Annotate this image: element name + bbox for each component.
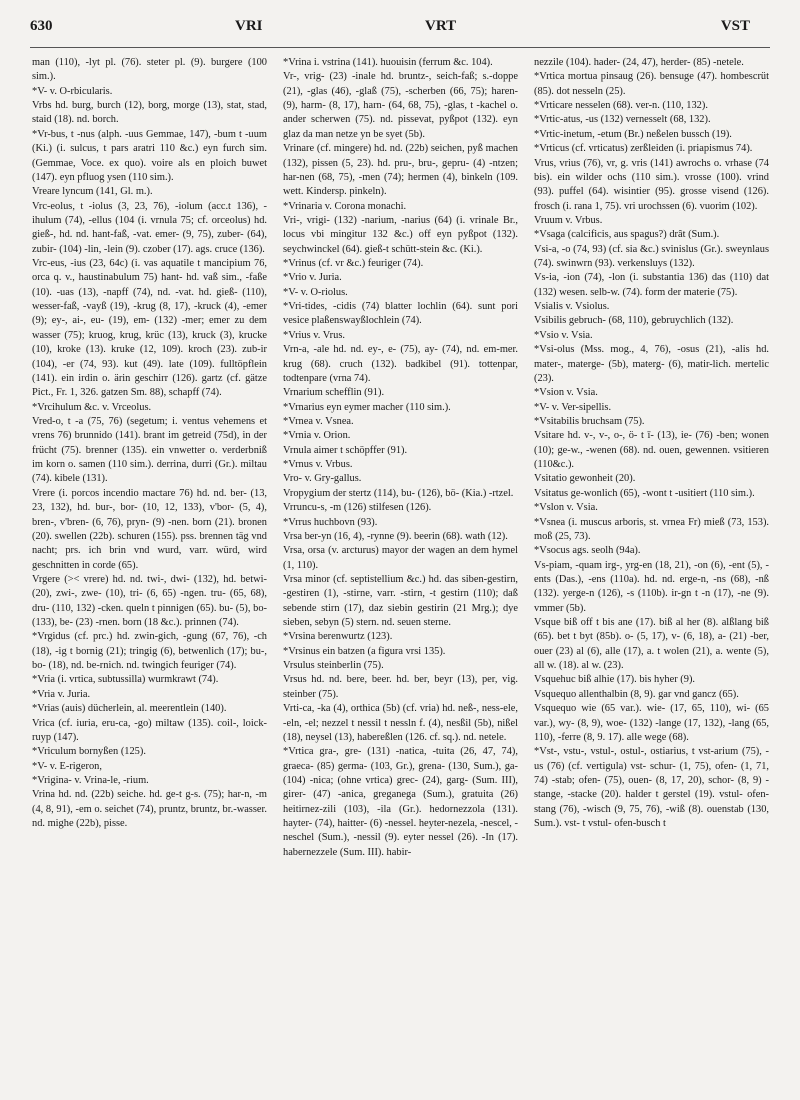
column-right (534, 56, 769, 1086)
dictionary-entry: Vrina hd. nd. (22b) seiche. hd. ge-t g-s. (75); har-n, -m (4, 8, 91), -em o. seichet (74), pruntz, bruntz, br.-wasser. nd. mighe (22b), pisse. (32, 789, 267, 830)
dictionary-entry: *Vsaga (calcificis, aus spagus?) drât (Sum.). (534, 229, 720, 241)
dictionary-entry: *Vrticus (cf. vrticatus) zerßleiden (i. priapismus 74). (534, 143, 753, 155)
dictionary-entry: *Vsnea (i. muscus arboris, st. vrnea Fr) mieß (73, 153). moß (25, 73). (534, 516, 769, 542)
dictionary-entry: *Vslon v. Vsia. (534, 502, 598, 514)
dictionary-entry: *Vrnia v. Orion. (283, 430, 351, 442)
dictionary-entry: Vrti-ca, -ka (4), orthica (5b) (cf. vria) hd. neß-, ness-ele, -eln, -el; nezzel t nessil t nessln f. (4), nesßil (5b), nißel (18), neysel (13), habereßlen (126. cf. sq.). nd. netele. (283, 703, 518, 743)
dictionary-entry: Vri-, vrigi- (132) -narium, -narius (64) (i. vrinale Br., locus vbi mingitur 132 &c.) off eyn pyßpot (132). seychwinckel (64). gieß-t schütt-stein &c. (Ki.). (283, 214, 518, 255)
dictionary-entry: *Vrtica gra-, gre- (131) -natica, -tuita (26, 47, 74), graeca- (85) germa- (103, Gr.), grena- (130, Sum.), ga- (104) -nica; (ohne vrtica) grec- (24), garg- (Sum. III), girer- (47) -anica, greganega (Sum.), gratuita (26) heitirnez-zili (103), -ila (Gr.). hedornezzola (131). hayter- (74), haitter- (6) -nessel. heyter-nezela, -nescel, -neschel (Sum.), -nessil (9). eyter nessel (26). -In (17). habernezzele (Sum. III). habir- (283, 746, 518, 858)
dictionary-entry: Vrnula aimer t schöpffer (91). (283, 444, 408, 456)
dictionary-entry: *V- v. O-rbicularis. (32, 85, 113, 97)
running-head-center: VRT (425, 18, 457, 34)
dictionary-entry: *Vsocus ags. seolh (94a). (534, 545, 641, 557)
dictionary-entry: Vsquequo allenthalbin (8, 9). gar vnd gancz (65). (534, 688, 739, 700)
dictionary-entry: Vrgere (>< vrere) hd. nd. twi-, dwi- (132), hd. betwi- (20), zwi-, zwe- (10), tri- (6, 65) -ngen. tru- (65, 68), dru- (110, 132) -cken. queln t pinnigen (65). bu- (5), bo- (133), be- (23) -rnen. born (18 &c.). prinnen (74). (32, 573, 267, 629)
dictionary-entry: *Vriculum bornyßen (125). (32, 746, 146, 758)
dictionary-entry: Vsquequo wie (65 var.). wie- (17, 65, 110), wi- (65 var.), wy- (8, 9), woe- (132) -lange (17, 132), -lang (65, 110), -ferre (8, 9. 17). alle wege (68). (534, 703, 769, 743)
dictionary-entry: Vsialis v. Vsiolus. (534, 301, 610, 313)
dictionary-entry: *Vrsina berenwurtz (123). (283, 631, 393, 643)
dictionary-entry: Vrsa minor (cf. septistellium &c.) hd. das siben-gestirn, -gestiren (1), -stirne, varr. -stirn, -t gestirn (110); daß sebende stirn (17), daz siebin gestirin (21 Mrg.); dye sieben, sebyn (5) stern. nd. seuen sterne. (283, 573, 518, 629)
dictionary-entry: *Vrius v. Vrus. (283, 329, 345, 341)
page-header (30, 18, 770, 42)
dictionary-entry: *Vsi-olus (Mss. mog., 4, 76), -osus (21), -alis hd. mater-, materge- (5b), materg- (6), matir-lich. mertelic (23). (534, 344, 769, 384)
column-left (32, 56, 267, 1086)
dictionary-entry: *Vrias (auis) dücherlein, al. meerentlein (140). (32, 703, 227, 715)
dictionary-entry: Vsitare hd. v-, v-, o-, ö- t ī- (13), ie- (76) -ben; wonen (10); ge-w., -wenen (68). nd. ouen, gewennen. vsitieren (110&c.). (534, 430, 769, 471)
dictionary-entry: *Vrtic-inetum, -etum (Br.) neßelen bussch (19). (534, 128, 732, 140)
dictionary-entry: Vrinare (cf. mingere) hd. nd. (22b) seichen, pyß machen (132), pissen (5, 23). hd. pru-, bru-, gepru- (4) -ntzen; har-nen (68, 75), -men (74); hermen (4), binkeln (109. wett. Kindersp. pinkeln). (283, 143, 518, 198)
dictionary-entry: *Vrinaria v. Corona monachi. (283, 200, 407, 212)
dictionary-entry: Vsquehuc biß alhie (17). bis hyher (9). (534, 674, 696, 686)
dictionary-entry: *Vrcihulum &c. v. Vrceolus. (32, 401, 152, 413)
dictionary-entry: Vrica (cf. iuria, eru-ca, -go) miltaw (135). coil-, loick-ruyp (147). (32, 717, 267, 743)
dictionary-entry: Vsque biß off t bis ane (17). biß al her (8). alßlang biß (65). bet t byt (85b). o- (5, 17), v- (6, 18), a- (21) -ber, ouer (23) al (6), alle (17), a. t wolen (21), a. wente (5), all w. (18). al w. (23). (534, 617, 769, 672)
dictionary-entry: Vsibilis gebruch- (68, 110), gebruychlich (132). (534, 315, 734, 327)
dictionary-entry: *Vrtic-atus, -us (132) vernesselt (68, 132). (534, 114, 711, 126)
dictionary-entry: *Vrigina- v. Vrina-le, -rium. (32, 774, 149, 786)
dictionary-entry: *Vrnea v. Vsnea. (283, 415, 354, 427)
dictionary-entry: Vro- v. Gry-gallus. (283, 473, 362, 485)
column-middle (283, 56, 518, 1086)
dictionary-entry: Vrsa, orsa (v. arcturus) mayor der wagen an dem hymel (1, 110). (283, 545, 518, 571)
dictionary-entry: Vreare lyncum (141, Gl. m.). (32, 186, 153, 198)
dictionary-entry: *Vr-bus, t -nus (alph. -uus Gemmae, 147), -bum t -uum (Ki.) (i. sulcus, t pars aratri 110 &c.) eyn furch sim. (Gemmae, Voce. ex quo). voire als en ploich buwet (147). eyn pfluog ysen (110 sim.). (32, 128, 267, 183)
dictionary-entry: *Vrnus v. Vrbus. (283, 459, 353, 471)
dictionary-entry: *Vsitabilis bruchsam (75). (534, 415, 645, 427)
dictionary-entry: Vrn-a, -ale hd. nd. ey-, e- (75), ay- (74), nd. em-mer. krug (68). cruch (132). badkibel (91). tottenpar, todtenpare (vrna 74). (283, 344, 518, 384)
dictionary-entry: Vrc-eus, -ius (23, 64c) (i. vas aquatile t mancipium 76, orca q. v., haustinabulum 75) hant- hd. vaß sim., -faße (10). -uas (13), -napff (74), nd. -vat. hd. gieß- (110), wesser-faß, -vayß (19), -krug (8, 17), -kruck (4), -emer (9); ey-, ai-, eu- (19), em- (132) -mer; emer zu dem wasser (75); kruog, krug, krüc (13), kruck (3), krucke (10), kroke (13). kruke (12, 109). kroch (23). zub-ir (104), -er (74, 93). kut (49). late (109). fulltöpflein (141). ein irdin o. ärin geschirr (126). gartz (cf. gätze Pict., Fr. 1, 326. gatzen Sm. 88), schapff (74). (32, 258, 267, 399)
dictionary-entry: Vrbs hd. burg, burch (12), borg, morge (13), stat, stad, staid (18). nd. borch. (32, 100, 267, 126)
dictionary-entry: *Vrina i. vstrina (141). huouisin (ferrum &c. 104). (283, 57, 493, 68)
dictionary-entry: Vsitatio gewonheit (20). (534, 473, 636, 485)
dictionary-entry: *Vri-tides, -cidis (74) blatter lochlin (64). sunt pori vesice plaßenswayßlochlein (74). (283, 301, 518, 327)
dictionary-entry: *V- v. O-riolus. (283, 286, 348, 298)
dictionary-entry: *Vria (i. vrtica, subtussilla) wurmkrawt (74). (32, 674, 219, 686)
dictionary-entry: Vrsulus steinberlin (75). (283, 660, 384, 672)
dictionary-entry: *Vrnarius eyn eymer macher (110 sim.). (283, 401, 451, 413)
dictionary-entry: *Vsion v. Vsia. (534, 387, 598, 399)
dictionary-entry: Vrsa ber-yn (16, 4), -rynne (9). beerin (68). wath (12). (283, 530, 508, 542)
dictionary-entry: *Vrsinus ein batzen (a figura vrsi 135). (283, 645, 446, 657)
dictionary-entry: Vrsus hd. nd. bere, beer. hd. ber, beyr (13), per, vig. steinber (75). (283, 674, 518, 700)
dictionary-entry: Vrc-eolus, t -iolus (3, 23, 76), -iolum (acc.t 136), -ihulum (74), -ellus (104 (i. vrnula 75; cf. orceolus) hd. gieß-, hd. nd. hant-faß, -vat. emer- (9, 75), zuber- (64), zubir- (104) -lin, -lein (9). czober (17). ags. cruce (136). (32, 200, 267, 255)
dictionary-entry: man (110), -lyt pl. (76). steter pl. (9). burgere (100 sim.). (32, 57, 267, 83)
dictionary-entry: Vs-piam, -quam irg-, yrg-en (18, 21), -on (6), -ent (5), -ents (Das.), -ens (110a). hd. nd. erge-n, -ns (68), -nß (132). yerge-n (126), -s (110b). ir-gn t -n (17), -ne (9). vmmer (5b). (534, 559, 769, 614)
dictionary-entry: Vrere (i. porcos incendio mactare 76) hd. nd. ber- (13, 23, 132), hd. bur-, bor- (10, 12, 133), v'bor- (5, 4), bren-, v'bren- (6, 76), pryn- (9) -nen. born (21). bronen (20). swellen (22b). schuren (155). pss. brennen täg vnd nacht; prs. ich brin vnd wurd, varr. würd, wird geschnitten in corde (65). (32, 487, 267, 571)
dictionary-entry: Vsitatus ge-wonlich (65), -wont t -usitiert (110 sim.). (534, 487, 755, 499)
dictionary-entry: *Vrgidus (cf. prc.) hd. zwin-gich, -gung (67, 76), -ch (18), -ig t bornig (21); tringig (6), betwenlich (17); bu-, bo- (18), nd. be-rnich. nd. twingich feuriger (74). (32, 631, 267, 672)
dictionary-entry: Vropygium der stertz (114), bu- (126), bö- (Kia.) -rtzel. (283, 487, 514, 499)
dictionary-entry: *Vrrus huchbovn (93). (283, 516, 378, 528)
dictionary-entry: *Vrticare nesselen (68). ver-n. (110, 132). (534, 100, 708, 112)
dictionary-entry: Vs-ia, -ion (74), -lon (i. substantia 136) das (110) dat (132) wesen. selb-w. (74). form der materie (75). (534, 272, 769, 298)
dictionary-entry: Vsi-a, -o (74, 93) (cf. sia &c.) svinislus (Gr.). sweynlaus (74). swinwrn (93). verkensluys (132). (534, 243, 769, 270)
running-head-right: VST (720, 18, 750, 34)
page-number: 630 (30, 18, 53, 34)
running-head-left: VRI (235, 18, 263, 34)
dictionary-entry: *Vrtica mortua pinsaug (26). bensuge (47). hombescrüt (85). dot nesseln (25). (534, 71, 769, 97)
dictionary-entry: *Vsio v. Vsia. (534, 329, 593, 341)
dictionary-entry: Vrus, vrius (76), vr, g. vris (141) awrochs o. vrhase (74 bis). ein wilder ochs (110 sim.). vrosse (100). vrind (93). puffel (64). wisintier (95). grosse visend (126). frosch (i. rana 1, 75). vri urochssen (6). vuorim (102). (534, 157, 769, 212)
dictionary-entry: Vruum v. Vrbus. (534, 214, 603, 226)
dictionary-entry: Vred-o, t -a (75, 76) (segetum; i. ventus vehemens et vrens 76) brunnido (141). brant im getreid (75d), in der frücht (75). brenner (135). ein vnwetter o. verderbniß im korn o. samen (110 sim.). derrina, durri (Gr.). miltau (74). kibele (131). (32, 415, 267, 485)
dictionary-entry: *V- v. E-rigeron, (32, 760, 102, 772)
dictionary-entry: *Vrio v. Juria. (283, 272, 342, 284)
dictionary-entry: *Vria v. Juria. (32, 688, 91, 700)
dictionary-entry: Vrruncu-s, -m (126) stilfesen (126). (283, 502, 432, 514)
header-rule (30, 47, 770, 48)
dictionary-entry: *Vst-, vstu-, vstul-, ostul-, ostiarius, t vst-arium (75), -us (76) (cf. vertigula) vst- schur- (1, 75), ofen- (1, 71, 74) -stab; ofen- (75), ouen- (8, 17, 20), schor- (8, 9) -stange, -stacke (20). halder t gerstel (19). vstul- ofen-stang (76), -wisch (9, 75, 76), -wiß (8). ouenstab (130, Sum.). vst- t vstul- ofen-busch t (534, 746, 769, 830)
dictionary-entry: Vrnarium schefflin (91). (283, 387, 385, 399)
dictionary-entry: nezzile (104). hader- (24, 47), herder- (85) -netele. (534, 57, 744, 68)
dictionary-entry: Vr-, vrig- (23) -inale hd. bruntz-, seich-faß; s.-doppe (21), -glas (46), -glaß (75), -scherben (66, 75); haren- (9), harm- (8, 17), harn- (64, 68, 75), -glas, t -kachel o. ander scherwen (75). nd. pissevat, pyßpot (132). eyn glaz da man netze yn be syet (5b). (283, 71, 518, 140)
dictionary-entry: *V- v. Ver-sipellis. (534, 401, 612, 413)
dictionary-entry: *Vrinus (cf. vr &c.) feuriger (74). (283, 258, 424, 270)
